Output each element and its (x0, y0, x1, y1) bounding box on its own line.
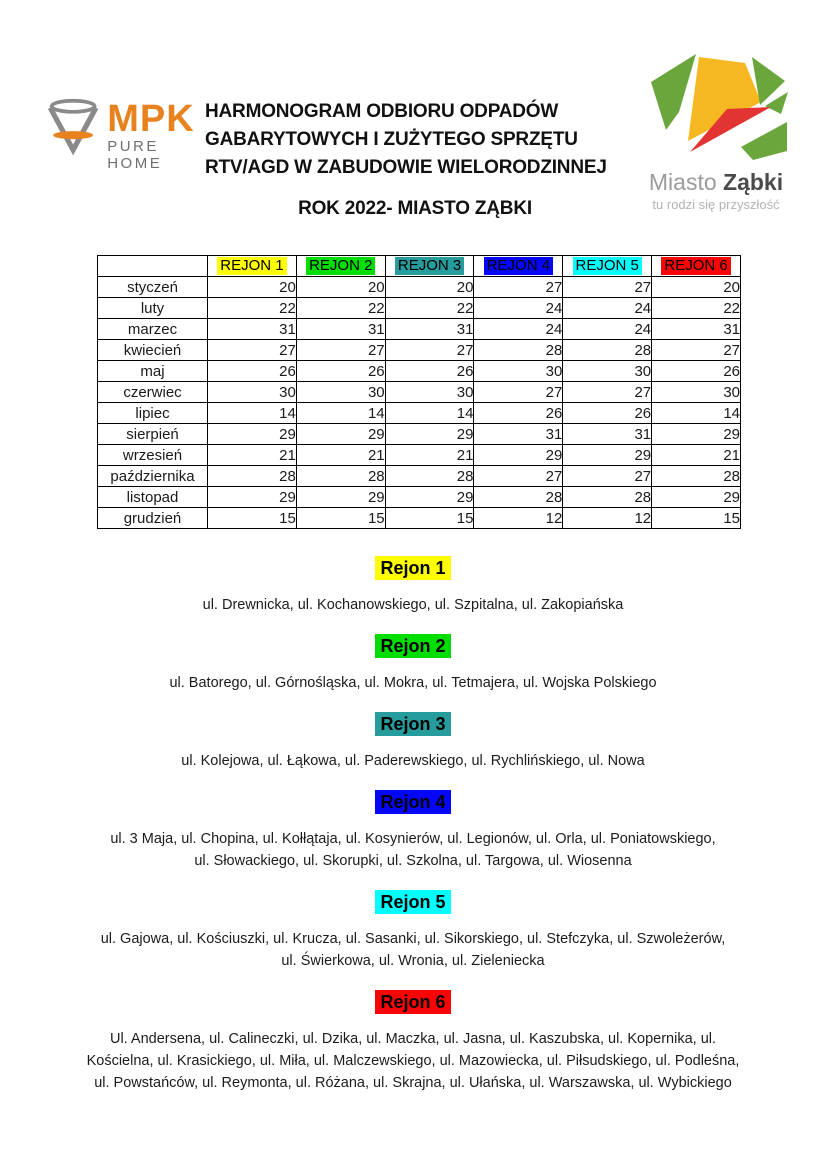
region-heading (0, 990, 826, 1014)
table-row (98, 424, 741, 445)
region-streets (0, 594, 826, 616)
pickup-day-cell: 31 (652, 319, 741, 340)
pickup-day-cell: 30 (385, 382, 474, 403)
region-heading-chip: Rejon 4 (375, 790, 450, 814)
pickup-day-cell: 28 (652, 466, 741, 487)
region-heading (0, 712, 826, 736)
pickup-day-cell: 27 (474, 382, 563, 403)
pickup-day-cell: 26 (385, 361, 474, 382)
rejon-header-chip: REJON 1 (217, 257, 286, 275)
pickup-day-cell: 21 (652, 445, 741, 466)
pickup-day-cell: 26 (208, 361, 297, 382)
pickup-day-cell: 20 (652, 277, 741, 298)
region-heading (0, 556, 826, 580)
pickup-day-cell: 27 (385, 340, 474, 361)
mpk-sub-text: PURE HOME (107, 138, 163, 172)
pickup-day-cell: 22 (385, 298, 474, 319)
zabki-logo (636, 50, 796, 212)
page-title-line-3: RTV/AGD W ZABUDOWIE WIELORODZINNEJ (205, 157, 607, 178)
region-block (0, 634, 826, 694)
pickup-day-cell: 31 (296, 319, 385, 340)
region-streets (0, 828, 826, 872)
zabki-logo-name (636, 169, 796, 196)
pickup-day-cell: 29 (296, 424, 385, 445)
pickup-day-cell: 21 (208, 445, 297, 466)
pickup-day-cell: 29 (563, 445, 652, 466)
street-list-line: ul. Batorego, ul. Górnośląska, ul. Mokra, ul. Tetmajera, ul. Wojska Polskiego (169, 675, 657, 691)
pickup-day-cell: 14 (208, 403, 297, 424)
street-list-line: ul. Świerkowa, ul. Wronia, ul. Zieleniecka (281, 953, 545, 969)
zabki-name-bold: Ząbki (723, 169, 784, 195)
mpk-logo (45, 95, 210, 172)
region-heading-chip: Rejon 6 (375, 990, 450, 1014)
pickup-day-cell: 22 (296, 298, 385, 319)
pickup-day-cell: 21 (296, 445, 385, 466)
pickup-day-cell: 28 (474, 340, 563, 361)
month-cell: listopad (98, 487, 208, 508)
table-row (98, 382, 741, 403)
pickup-day-cell: 21 (385, 445, 474, 466)
table-column-header (474, 256, 563, 277)
pickup-day-cell: 30 (208, 382, 297, 403)
table-row (98, 277, 741, 298)
pickup-day-cell: 15 (652, 508, 741, 529)
pickup-day-cell: 24 (563, 298, 652, 319)
pickup-day-cell: 30 (652, 382, 741, 403)
pickup-day-cell: 12 (563, 508, 652, 529)
pickup-day-cell: 30 (563, 361, 652, 382)
pickup-day-cell: 15 (208, 508, 297, 529)
pickup-day-cell: 27 (563, 277, 652, 298)
zabki-logo-tagline: tu rodzi się przyszłość (652, 197, 780, 212)
region-heading (0, 890, 826, 914)
region-heading (0, 790, 826, 814)
pickup-day-cell: 30 (296, 382, 385, 403)
region-streets (0, 750, 826, 772)
table-header-row (98, 256, 741, 277)
region-block (0, 890, 826, 972)
region-heading-chip: Rejon 2 (375, 634, 450, 658)
page-title-line-2: GABARYTOWYCH I ZUŻYTEGO SPRZĘTU (205, 129, 578, 150)
pickup-day-cell: 27 (208, 340, 297, 361)
table-row (98, 487, 741, 508)
schedule-table (97, 255, 741, 529)
month-cell: luty (98, 298, 208, 319)
mpk-logo-text (107, 98, 210, 172)
pickup-day-cell: 27 (474, 466, 563, 487)
street-list-line: ul. Drewnicka, ul. Kochanowskiego, ul. Szpitalna, ul. Zakopiańska (202, 597, 624, 613)
pickup-day-cell: 14 (296, 403, 385, 424)
pickup-day-cell: 31 (563, 424, 652, 445)
region-heading-chip: Rejon 5 (375, 890, 450, 914)
region-block (0, 712, 826, 772)
pickup-day-cell: 15 (296, 508, 385, 529)
region-block (0, 990, 826, 1094)
zabki-name-regular: Miasto (648, 169, 724, 195)
table-row (98, 466, 741, 487)
table-row (98, 403, 741, 424)
page-subtitle: ROK 2022- MIASTO ZĄBKI (298, 198, 532, 219)
pickup-day-cell: 12 (474, 508, 563, 529)
pickup-day-cell: 30 (474, 361, 563, 382)
table-column-header (652, 256, 741, 277)
month-cell: grudzień (98, 508, 208, 529)
region-block (0, 790, 826, 872)
pickup-day-cell: 22 (652, 298, 741, 319)
table-column-header (563, 256, 652, 277)
month-cell: kwiecień (98, 340, 208, 361)
street-list-line: ul. Kolejowa, ul. Łąkowa, ul. Paderewskiego, ul. Rychlińskiego, ul. Nowa (181, 753, 645, 769)
pickup-day-cell: 20 (296, 277, 385, 298)
table-column-header (385, 256, 474, 277)
pickup-day-cell: 31 (385, 319, 474, 340)
pickup-day-cell: 27 (563, 382, 652, 403)
month-cell: wrzesień (98, 445, 208, 466)
table-column-header (208, 256, 297, 277)
region-heading-chip: Rejon 1 (375, 556, 450, 580)
title-block (205, 98, 625, 220)
street-list-line: ul. Powstańców, ul. Reymonta, ul. Różana, ul. Skrajna, ul. Ułańska, ul. Warszawska, ul. Wybickiego (94, 1075, 732, 1091)
month-cell: sierpień (98, 424, 208, 445)
rejon-header-chip: REJON 6 (661, 257, 730, 275)
pickup-day-cell: 20 (385, 277, 474, 298)
rejon-header-chip: REJON 5 (573, 257, 642, 275)
region-streets (0, 672, 826, 694)
zabki-emblem-icon (641, 50, 791, 165)
pickup-day-cell: 27 (474, 277, 563, 298)
pickup-day-cell: 22 (208, 298, 297, 319)
region-heading-chip: Rejon 3 (375, 712, 450, 736)
pickup-day-cell: 28 (563, 487, 652, 508)
pickup-day-cell: 24 (563, 319, 652, 340)
region-streets (0, 928, 826, 972)
pickup-day-cell: 29 (385, 487, 474, 508)
pickup-day-cell: 20 (208, 277, 297, 298)
table-row (98, 508, 741, 529)
table-row (98, 445, 741, 466)
pickup-day-cell: 29 (474, 445, 563, 466)
pickup-day-cell: 28 (208, 466, 297, 487)
rejon-header-chip: REJON 4 (484, 257, 553, 275)
pickup-day-cell: 29 (296, 487, 385, 508)
month-cell: lipiec (98, 403, 208, 424)
month-cell: styczeń (98, 277, 208, 298)
pickup-day-cell: 26 (474, 403, 563, 424)
pickup-day-cell: 27 (652, 340, 741, 361)
pickup-day-cell: 29 (208, 424, 297, 445)
table-column-header (296, 256, 385, 277)
pickup-day-cell: 31 (474, 424, 563, 445)
month-cell: marzec (98, 319, 208, 340)
table-corner-cell (98, 256, 208, 277)
month-cell: czerwiec (98, 382, 208, 403)
region-heading (0, 634, 826, 658)
pickup-day-cell: 28 (385, 466, 474, 487)
month-cell: maj (98, 361, 208, 382)
street-list-line: ul. Słowackiego, ul. Skorupki, ul. Szkolna, ul. Targowa, ul. Wiosenna (194, 853, 632, 869)
table-row (98, 361, 741, 382)
month-cell: października (98, 466, 208, 487)
pickup-day-cell: 15 (385, 508, 474, 529)
pickup-day-cell: 29 (385, 424, 474, 445)
pickup-day-cell: 14 (652, 403, 741, 424)
region-sections (0, 556, 826, 1112)
pickup-day-cell: 27 (296, 340, 385, 361)
pickup-day-cell: 28 (563, 340, 652, 361)
street-list-line: Ul. Andersena, ul. Calineczki, ul. Dzika, ul. Maczka, ul. Jasna, ul. Kaszubska, ul. Kopernika, ul. (109, 1031, 717, 1047)
rejon-header-chip: REJON 2 (306, 257, 375, 275)
mpk-funnel-icon (45, 95, 101, 159)
pickup-day-cell: 28 (296, 466, 385, 487)
mpk-brand-text: MPK (107, 98, 195, 140)
pickup-day-cell: 27 (563, 466, 652, 487)
region-streets (0, 1028, 826, 1094)
pickup-day-cell: 29 (208, 487, 297, 508)
document-header (40, 50, 796, 240)
pickup-day-cell: 24 (474, 298, 563, 319)
street-list-line: Kościelna, ul. Krasickiego, ul. Miła, ul. Malczewskiego, ul. Mazowiecka, ul. Piłsudskiego, ul. Podleśna, (86, 1053, 740, 1069)
pickup-day-cell: 28 (474, 487, 563, 508)
region-block (0, 556, 826, 616)
table-row (98, 298, 741, 319)
pickup-day-cell: 29 (652, 487, 741, 508)
pickup-day-cell: 26 (296, 361, 385, 382)
street-list-line: ul. 3 Maja, ul. Chopina, ul. Kołłątaja, ul. Kosynierów, ul. Legionów, ul. Orla, ul. Poniatowskiego, (110, 831, 716, 847)
pickup-day-cell: 26 (563, 403, 652, 424)
page-title-line-1: HARMONOGRAM ODBIORU ODPADÓW (205, 101, 559, 122)
pickup-day-cell: 14 (385, 403, 474, 424)
rejon-header-chip: REJON 3 (395, 257, 464, 275)
table-row (98, 319, 741, 340)
table-row (98, 340, 741, 361)
street-list-line: ul. Gajowa, ul. Kościuszki, ul. Krucza, ul. Sasanki, ul. Sikorskiego, ul. Stefczyka, ul. Szwoleżerów, (100, 931, 726, 947)
pickup-day-cell: 29 (652, 424, 741, 445)
pickup-day-cell: 26 (652, 361, 741, 382)
pickup-day-cell: 31 (208, 319, 297, 340)
pickup-day-cell: 24 (474, 319, 563, 340)
